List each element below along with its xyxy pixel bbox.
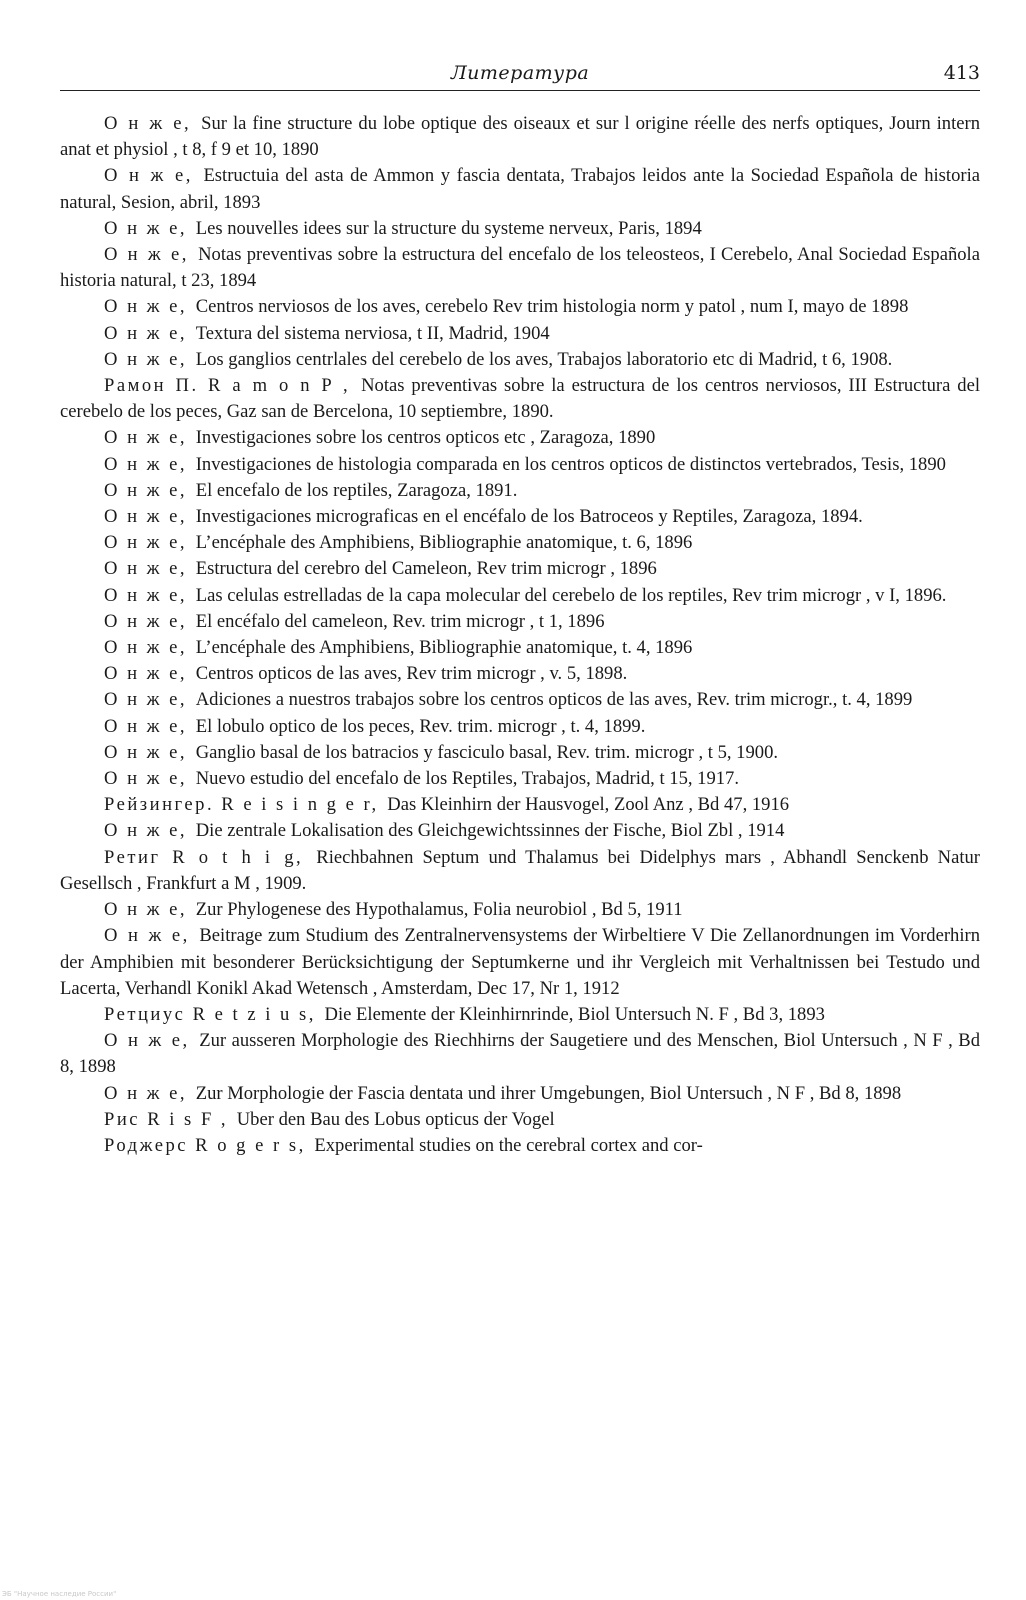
entry-text: Los ganglios centrlales del cerebelo de los aves, Trabajos laboratorio etc di Madrid, t 6, 1908. — [195, 348, 893, 370]
entry-author: О н ж е, — [104, 244, 189, 266]
bibliography-entry — [60, 766, 980, 792]
bibliography-list — [60, 111, 980, 1159]
entry-text: Adiciones a nuestros trabajos sobre los centros opticos de las aves, Rev. trim microgr., t. 4, 1899 — [195, 689, 913, 711]
entry-text: Investigaciones de histologia comparada en los centros opticos de distinctos vertebrados, Tesis, 1890 — [195, 453, 946, 475]
entry-text: El lobulo optico de los peces, Rev. trim. microgr , t. 4, 1899. — [195, 715, 646, 737]
bibliography-entry — [60, 504, 980, 530]
bibliography-entry — [60, 425, 980, 451]
entry-author: О н ж е, — [104, 558, 188, 580]
bibliography-entry — [60, 1107, 980, 1133]
entry-author: Рамон П. R a m o n P , — [104, 375, 351, 397]
entry-text: Zur ausseren Morphologie des Riechhirns der Saugetiere und des Menschen, Biol Untersuch , N F , Bd 8, 1898 — [60, 1030, 980, 1078]
bibliography-entry — [60, 687, 980, 713]
entry-author: О н ж е, — [104, 427, 188, 449]
book-page — [60, 50, 980, 1159]
entry-text: El encefalo de los reptiles, Zaragoza, 1891. — [195, 479, 518, 501]
bibliography-entry — [60, 714, 980, 740]
bibliography-entry — [60, 216, 980, 242]
entry-text: Estructura del cerebro del Cameleon, Rev trim microgr , 1896 — [195, 558, 657, 580]
entry-author: О н ж е, — [104, 217, 188, 239]
entry-text: L’encéphale des Amphibiens, Bibliographie anatomique, t. 6, 1896 — [195, 532, 693, 554]
entry-text: Zur Morphologie der Fascia dentata und ihrer Umgebungen, Biol Untersuch , N F , Bd 8, 1898 — [195, 1082, 902, 1104]
bibliography-entry — [60, 294, 980, 320]
entry-text: L’encéphale des Amphibiens, Bibliographie anatomique, t. 4, 1896 — [195, 637, 693, 659]
bibliography-entry — [60, 1028, 980, 1080]
entry-text: Nuevo estudio del encefalo de los Reptiles, Trabajos, Madrid, t 15, 1917. — [195, 768, 740, 790]
entry-text: Las celulas estrelladas de la capa molecular del cerebelo de los reptiles, Rev trim microgr , v I, 1896. — [195, 584, 947, 606]
entry-author: О н ж е, — [104, 584, 188, 606]
entry-text: Textura del sistema nerviosa, t II, Madrid, 1904 — [195, 322, 550, 344]
bibliography-entry — [60, 845, 980, 897]
entry-text: Beitrage zum Studium des Zentralnervensystems der Wirbeltiere V Die Zellanordnungen im Vorderhirn der Amphibien mit besonderer Berücksichtigung der Septumkerne und ihr Vergleich mit Verhaltnissen bei Testudo und Lacerta, Verhandl Konikl Akad Wetensch , Amsterdam, Dec 17, Nr 1, 1912 — [60, 925, 980, 999]
entry-text: Riechbahnen Septum und Thalamus bei Didelphys mars , Abhandl Senckenb Natur Gesellsch , Frankfurt a M , 1909. — [60, 846, 980, 894]
entry-author: О н ж е, — [104, 1082, 188, 1104]
page-number: 413 — [943, 62, 980, 84]
entry-author: О н ж е, — [104, 637, 188, 659]
bibliography-entry — [60, 923, 980, 1002]
entry-author: Ретциус R e t z i u s, — [104, 1003, 316, 1025]
entry-author: О н ж е, — [104, 610, 188, 632]
entry-author: О н ж е, — [104, 165, 193, 187]
entry-text: Investigaciones sobre los centros opticos etc , Zaragoza, 1890 — [195, 427, 656, 449]
entry-author: О н ж е, — [104, 925, 190, 947]
running-header — [60, 50, 980, 91]
bibliography-entry — [60, 242, 980, 294]
entry-text: Centros opticos de las aves, Rev trim microgr , v. 5, 1898. — [195, 663, 628, 685]
entry-text: Sur la fine structure du lobe optique des oiseaux et sur l origine réelle des nerfs optiques, Journ intern anat et physiol , t 8, f 9 et 10, 1890 — [60, 113, 981, 161]
entry-text: Das Kleinhirn der Hausvogel, Zool Anz , Bd 47, 1916 — [387, 794, 790, 816]
bibliography-entry — [60, 661, 980, 687]
bibliography-entry — [60, 111, 980, 163]
entry-text: Les nouvelles idees sur la structure du systeme nerveux, Paris, 1894 — [195, 217, 702, 239]
entry-author: О н ж е, — [104, 506, 188, 528]
entry-text: Uber den Bau des Lobus opticus der Vogel — [236, 1108, 555, 1130]
bibliography-entry — [60, 452, 980, 478]
bibliography-entry — [60, 321, 980, 347]
bibliography-entry — [60, 1133, 980, 1159]
entry-text: Notas preventivas sobre la estructura del encefalo de los teleosteos, I Cerebelo, Anal Sociedad Española historia natural, t 23, 1894 — [60, 244, 980, 292]
entry-author: Рис R i s F , — [104, 1108, 229, 1130]
entry-author: О н ж е, — [104, 899, 188, 921]
entry-author: О н ж е, — [104, 453, 188, 475]
entry-text: El encéfalo del cameleon, Rev. trim microgr , t 1, 1896 — [195, 610, 605, 632]
entry-author: О н ж е, — [104, 296, 188, 318]
entry-text: Estructuia del asta de Ammon y fascia dentata, Trabajos leidos ante la Sociedad Española de historia natural, Sesion, abril, 1893 — [60, 165, 980, 213]
bibliography-entry — [60, 1002, 980, 1028]
entry-author: О н ж е, — [104, 1030, 190, 1052]
bibliography-entry — [60, 740, 980, 766]
bibliography-entry — [60, 1081, 980, 1107]
entry-author: Ретиг R o t h i g, — [104, 846, 304, 868]
entry-author: О н ж е, — [104, 689, 188, 711]
entry-text: Centros nerviosos de los aves, cerebelo Rev trim histologia norm y patol , num I, mayo de 1898 — [195, 296, 909, 318]
entry-text: Notas preventivas sobre la estructura de los centros nerviosos, III Estructura del cerebelo de los peces, Gaz san de Bercelona, 10 septiembre, 1890. — [60, 375, 980, 423]
entry-author: О н ж е, — [104, 479, 188, 501]
footer-watermark: ЭБ "Научное наследие России" — [2, 1590, 117, 1598]
entry-author: О н ж е, — [104, 768, 188, 790]
bibliography-entry — [60, 818, 980, 844]
bibliography-entry — [60, 163, 980, 215]
entry-author: О н ж е, — [104, 322, 188, 344]
entry-author: Роджерс R o g e r s, — [104, 1134, 306, 1156]
entry-text: Zur Phylogenese des Hypothalamus, Folia neurobiol , Bd 5, 1911 — [195, 899, 683, 921]
bibliography-entry — [60, 478, 980, 504]
entry-author: О н ж е, — [104, 741, 188, 763]
entry-text: Die zentrale Lokalisation des Gleichgewichtssinnes der Fische, Biol Zbl , 1914 — [195, 820, 785, 842]
bibliography-entry — [60, 635, 980, 661]
entry-author: О н ж е, — [104, 532, 188, 554]
bibliography-entry — [60, 530, 980, 556]
bibliography-entry — [60, 897, 980, 923]
entry-author: Рейзингер. R e i s i n g e r, — [104, 794, 379, 816]
entry-author: О н ж е, — [104, 820, 188, 842]
entry-text: Die Elemente der Kleinhirnrinde, Biol Untersuch N. F , Bd 3, 1893 — [324, 1003, 825, 1025]
entry-text: Investigaciones micrograficas en el encéfalo de los Batroceos y Reptiles, Zaragoza, 1894. — [195, 506, 863, 528]
bibliography-entry — [60, 347, 980, 373]
bibliography-entry — [60, 792, 980, 818]
bibliography-entry — [60, 583, 980, 609]
bibliography-entry — [60, 609, 980, 635]
entry-text: Experimental studies on the cerebral cortex and cor- — [314, 1134, 703, 1156]
running-title: Литература — [450, 62, 590, 84]
bibliography-entry — [60, 373, 980, 425]
entry-author: О н ж е, — [104, 348, 188, 370]
entry-author: О н ж е, — [104, 663, 188, 685]
bibliography-entry — [60, 556, 980, 582]
entry-author: О н ж е, — [104, 113, 192, 134]
entry-author: О н ж е, — [104, 715, 188, 737]
entry-text: Ganglio basal de los batracios y fasciculo basal, Rev. trim. microgr , t 5, 1900. — [195, 741, 779, 763]
